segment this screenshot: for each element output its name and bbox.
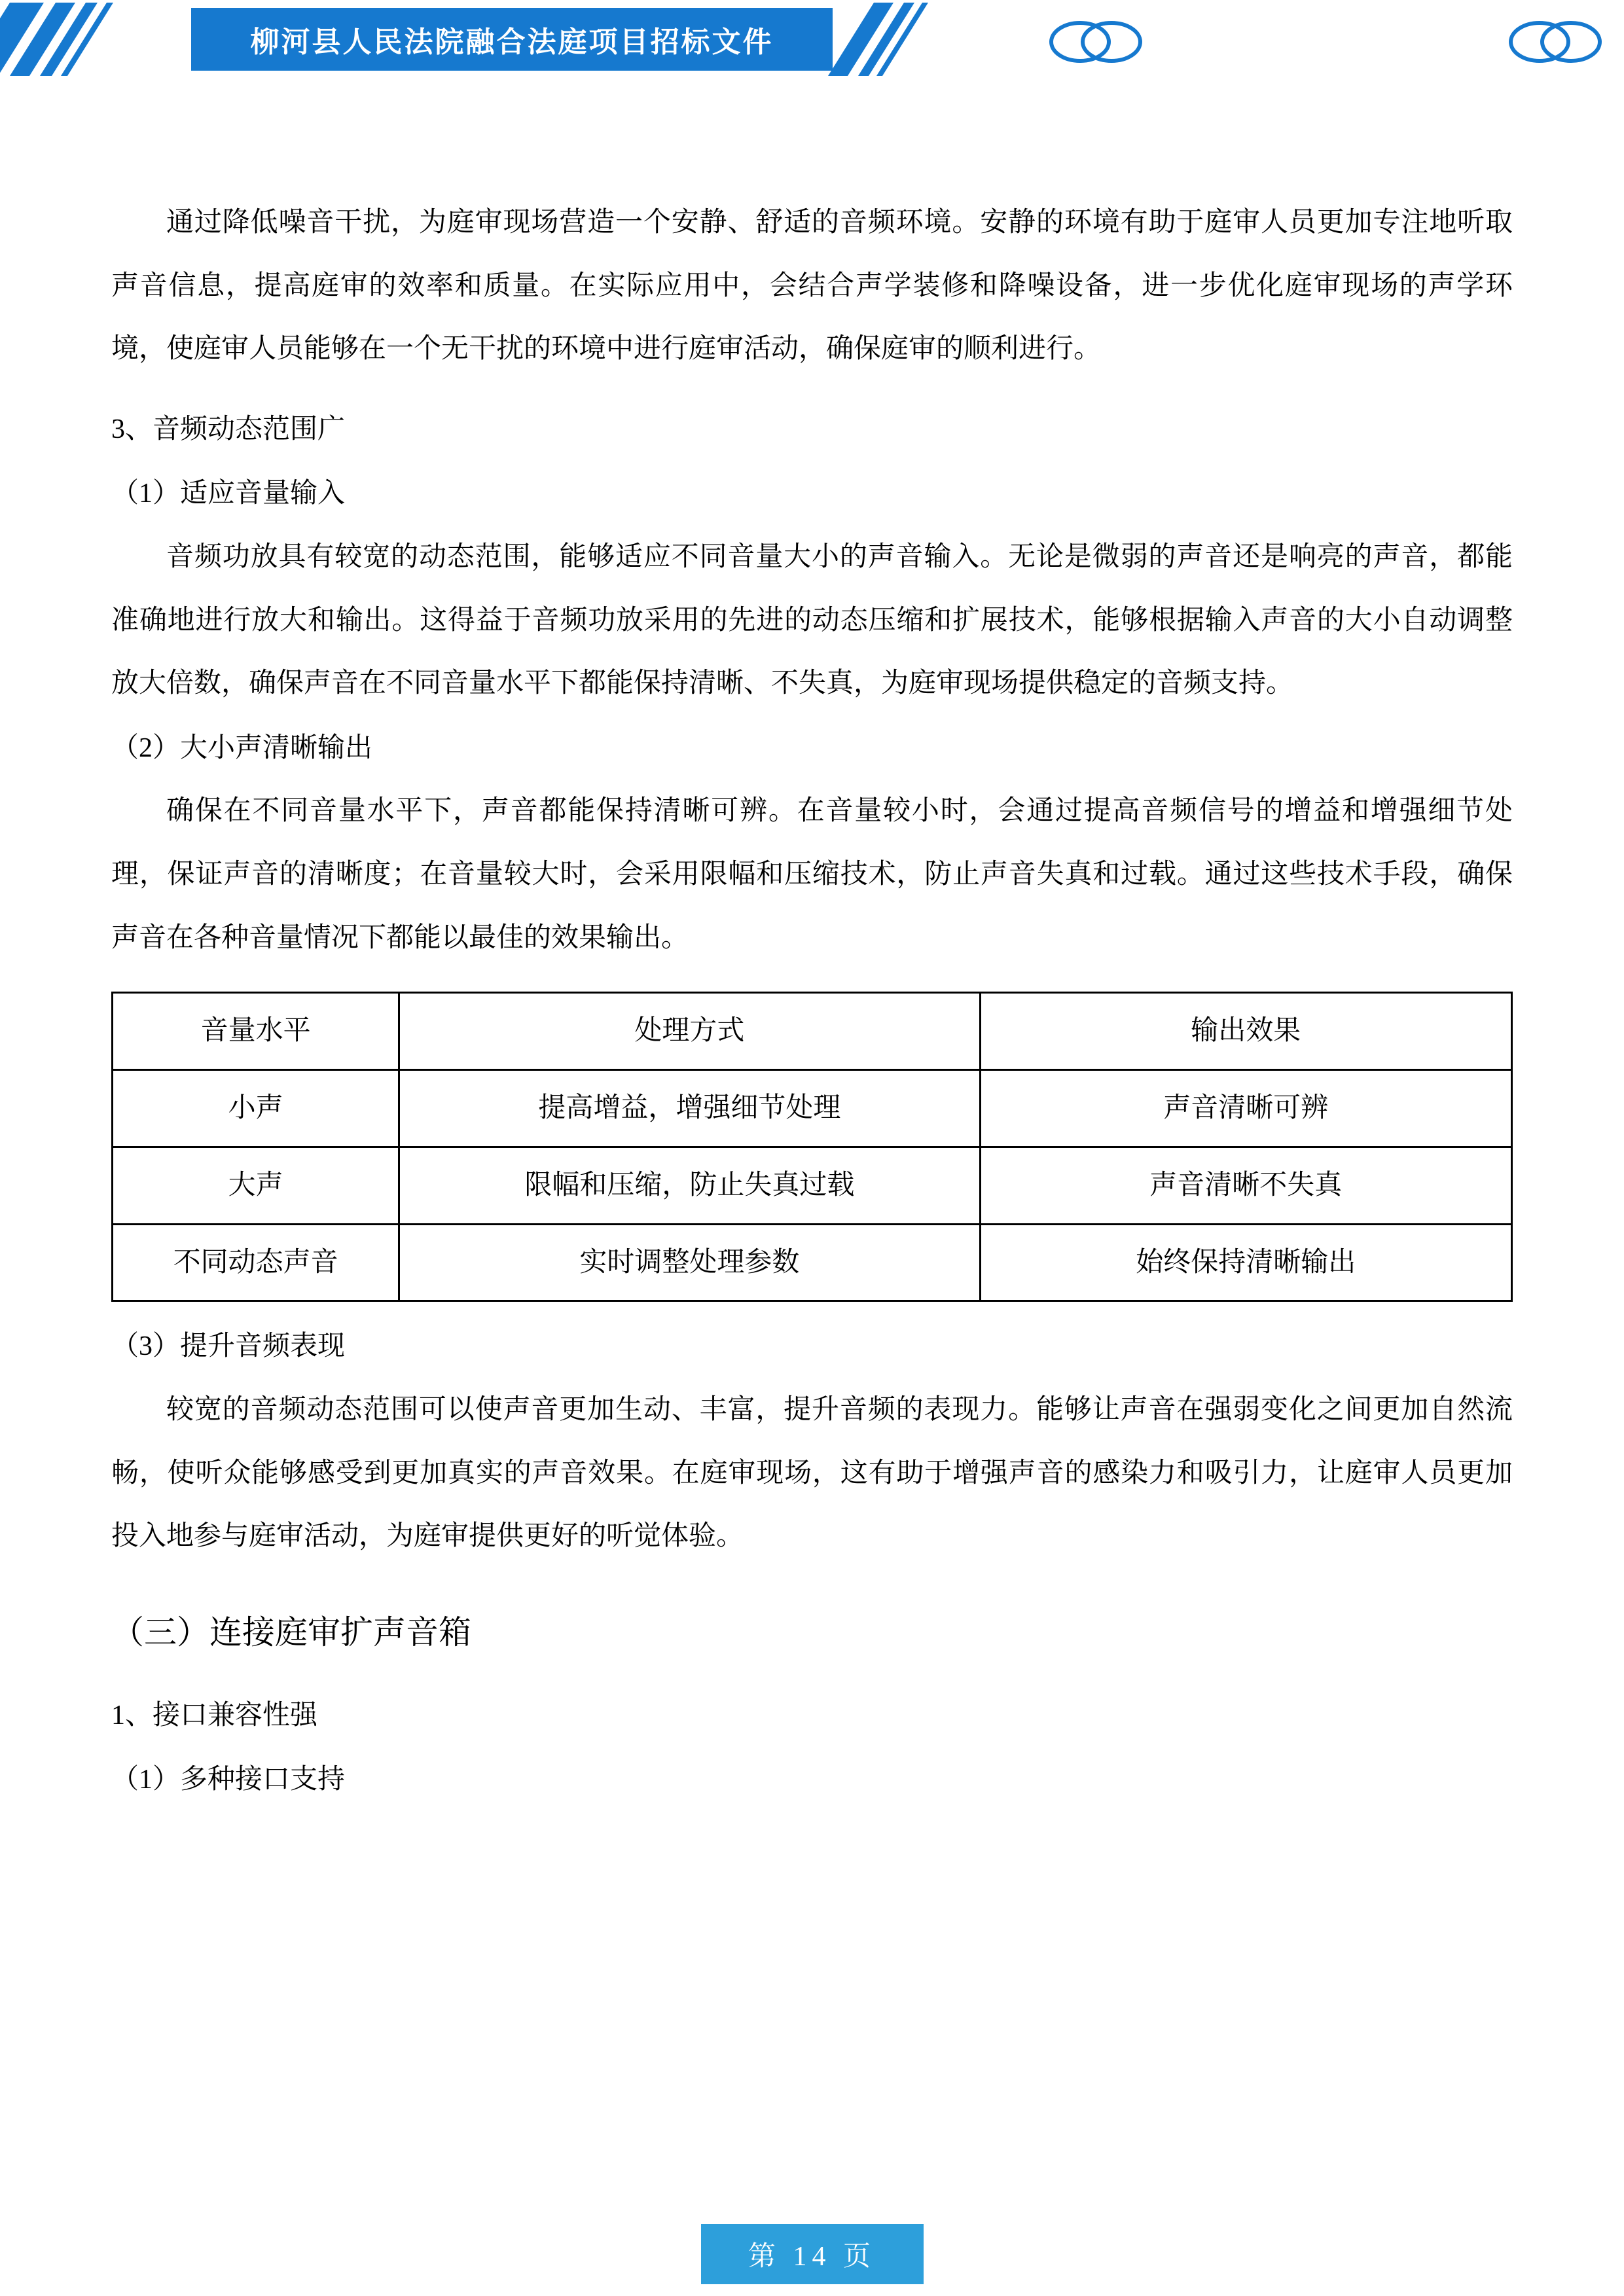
page-number-badge [701, 2224, 924, 2284]
diagonal-stripes-left-icon [0, 3, 90, 76]
table-cell: 声音清晰不失真 [980, 1147, 1511, 1224]
table-cell: 始终保持清晰输出 [980, 1224, 1511, 1301]
table-header-processing: 处理方式 [399, 993, 980, 1070]
page-header [0, 0, 1624, 92]
subheading-1-volume-input: （1）适应音量输入 [111, 478, 346, 509]
table-header-row [113, 993, 1512, 1070]
section-heading-speaker-connection: （三）连接庭审扩声音箱 [111, 1613, 471, 1651]
volume-processing-table [111, 992, 1513, 1302]
subheading-1-multi-interface: （1）多种接口支持 [111, 1765, 346, 1795]
diagonal-stripes-right-icon [851, 3, 905, 76]
table-cell: 小声 [113, 1069, 399, 1147]
table-header-volume-level: 音量水平 [113, 993, 399, 1070]
document-body [111, 191, 1513, 1812]
page-number-label: 第 14 页 [748, 2242, 876, 2272]
paragraph-clear-output: 确保在不同音量水平下，声音都能保持清晰可辨。在音量较小时，会通过提高音频信号的增益和增强细节处理，保证声音的清晰度；在音量较大时，会采用限幅和压缩技术，防止声音失真和过载。通过这些技术手段，确保声音在各种音量情况下都能以最佳的效果输出。 [111, 796, 1513, 953]
paragraph-intro: 通过降低噪音干扰，为庭审现场营造一个安静、舒适的音频环境。安静的环境有助于庭审人员更加专注地听取声音信息，提高庭审的效率和质量。在实际应用中，会结合声学装修和降噪设备，进一步优化庭审现场的声学环境，使庭审人员能够在一个无干扰的环境中进行庭审活动，确保庭审的顺利进行。 [111, 207, 1513, 365]
table-cell: 实时调整处理参数 [399, 1224, 980, 1301]
heading-1-interface-compatibility: 1、接口兼容性强 [111, 1700, 318, 1731]
table-row [113, 1224, 1512, 1301]
subheading-3-audio-expression: （3）提升音频表现 [111, 1331, 346, 1362]
double-ring-logo-icon [1039, 12, 1152, 73]
table-cell: 大声 [113, 1147, 399, 1224]
document-title-banner [191, 8, 833, 71]
table-row [113, 1069, 1512, 1147]
table-row [113, 1147, 1512, 1224]
paragraph-dynamic-input: 音频功放具有较宽的动态范围，能够适应不同音量大小的声音输入。无论是微弱的声音还是响亮的声音，都能准确地进行放大和输出。这得益于音频功放采用的先进的动态压缩和扩展技术，能够根据输入声音的大小自动调整放大倍数，确保声音在不同音量水平下都能保持清晰、不失真，为庭审现场提供稳定的音频支持。 [111, 541, 1513, 699]
document-title: 柳河县人民法院融合法庭项目招标文件 [250, 26, 774, 58]
paragraph-expression: 较宽的音频动态范围可以使声音更加生动、丰富，提升音频的表现力。能够让声音在强弱变化之间更加自然流畅，使听众能够感受到更加真实的声音效果。在庭审现场，这有助于增强声音的感染力和吸引力，让庭审人员更加投入地参与庭审活动，为庭审提供更好的听觉体验。 [111, 1394, 1513, 1552]
double-ring-logo-icon [1499, 12, 1612, 73]
table-cell: 不同动态声音 [113, 1224, 399, 1301]
table-cell: 限幅和压缩，防止失真过载 [399, 1147, 980, 1224]
heading-3-audio-dynamic-range: 3、音频动态范围广 [111, 414, 346, 444]
table-header-output-effect: 输出效果 [980, 993, 1511, 1070]
table-cell: 声音清晰可辨 [980, 1069, 1511, 1147]
subheading-2-clear-output: （2）大小声清晰输出 [111, 732, 373, 763]
table-cell: 提高增益，增强细节处理 [399, 1069, 980, 1147]
